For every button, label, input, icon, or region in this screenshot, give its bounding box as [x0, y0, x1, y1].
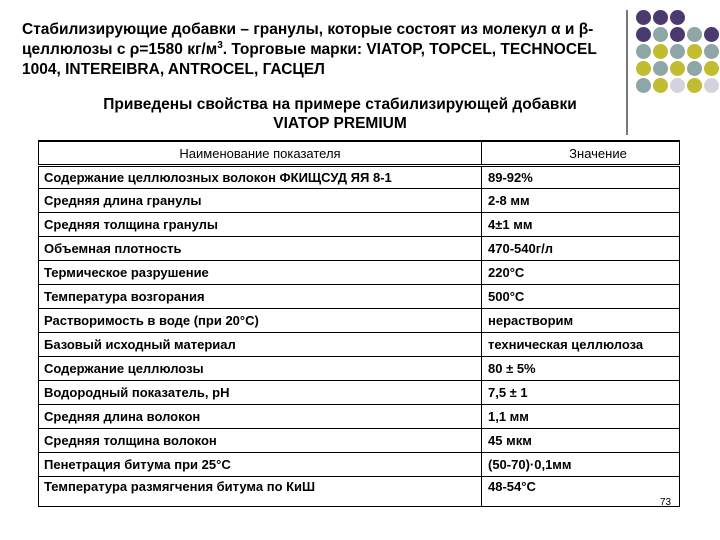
table-row — [39, 261, 680, 285]
value-cell: 1,1 мм — [482, 405, 680, 429]
decor-dot — [653, 44, 668, 59]
table-body — [39, 166, 680, 507]
decor-dot — [636, 44, 651, 59]
parameter-cell: Растворимость в воде (при 20°С) — [39, 309, 482, 333]
table-header-row — [39, 141, 680, 166]
decor-dot — [653, 27, 668, 42]
value-cell: 470-540г/л — [482, 237, 680, 261]
decor-dot — [670, 27, 685, 42]
title-text-after: . Торговые марки: VIATOP, TOPCEL, TECHNOCEL 1004, INTEREIBRA, ANTROCEL, ГАСЦЕЛ — [22, 41, 597, 78]
value-cell: 220°С — [482, 261, 680, 285]
decor-dot — [704, 27, 719, 42]
parameter-cell: Средняя длина гранулы — [39, 189, 482, 213]
table-row — [39, 429, 680, 453]
table-row — [39, 477, 680, 507]
value-cell: 80 ± 5% — [482, 357, 680, 381]
slide-title — [22, 20, 622, 80]
table-row — [39, 405, 680, 429]
properties-table — [38, 140, 680, 507]
page-number: 73 — [660, 497, 672, 508]
decor-dot — [653, 10, 668, 25]
subtitle-line-2: VIATOP PREMIUM — [273, 115, 407, 132]
table-row — [39, 237, 680, 261]
subtitle-line-1: Приведены свойства на примере стабилизирующей добавки — [103, 96, 577, 113]
table-row — [39, 166, 680, 189]
decor-dot — [704, 61, 719, 76]
value-cell: 2-8 мм — [482, 189, 680, 213]
table-row — [39, 189, 680, 213]
parameter-cell: Содержание целлюлозы — [39, 357, 482, 381]
table-row — [39, 285, 680, 309]
value-cell: (50-70)·0,1мм — [482, 453, 680, 477]
decor-dot — [687, 44, 702, 59]
decor-dot — [687, 27, 702, 42]
decor-dot — [636, 10, 651, 25]
table-row — [39, 381, 680, 405]
parameter-cell: Объемная плотность — [39, 237, 482, 261]
parameter-cell: Базовый исходный материал — [39, 333, 482, 357]
parameter-cell: Средняя толщина гранулы — [39, 213, 482, 237]
parameter-cell: Средняя длина волокон — [39, 405, 482, 429]
decor-divider-line — [626, 10, 628, 135]
decor-dot — [670, 44, 685, 59]
decor-dot — [636, 27, 651, 42]
parameter-cell: Пенетрация битума при 25°С — [39, 453, 482, 477]
value-cell: 89-92% — [482, 166, 680, 189]
value-cell: нерастворим — [482, 309, 680, 333]
header-parameter: Наименование показателя — [39, 141, 482, 166]
parameter-cell: Водородный показатель, рН — [39, 381, 482, 405]
value-cell: 4±1 мм — [482, 213, 680, 237]
parameter-cell: Температура размягчения битума по КиШ — [39, 477, 482, 507]
title-superscript: 3 — [217, 39, 223, 51]
value-cell: 48-54°С — [482, 477, 680, 507]
decor-dot — [636, 61, 651, 76]
decor-dot — [670, 78, 685, 93]
header-value: Значение — [482, 141, 680, 166]
parameter-cell: Температура возгорания — [39, 285, 482, 309]
parameter-cell: Средняя толщина волокон — [39, 429, 482, 453]
table-row — [39, 453, 680, 477]
parameter-cell: Содержание целлюлозных волокон ФКИЩСУД ЯЯ 8-1 — [39, 166, 482, 189]
value-cell: 500°С — [482, 285, 680, 309]
slide-subtitle — [40, 95, 640, 133]
table-row — [39, 213, 680, 237]
decor-dot — [687, 61, 702, 76]
decor-dot — [704, 44, 719, 59]
table-row — [39, 333, 680, 357]
decor-dot — [670, 10, 685, 25]
value-cell: техническая целлюлоза — [482, 333, 680, 357]
decor-dot — [704, 78, 719, 93]
table-row — [39, 357, 680, 381]
decor-dot — [636, 78, 651, 93]
value-cell: 7,5 ± 1 — [482, 381, 680, 405]
table-row — [39, 309, 680, 333]
decor-dot — [653, 61, 668, 76]
decor-dot — [670, 61, 685, 76]
value-cell: 45 мкм — [482, 429, 680, 453]
decor-dot — [653, 78, 668, 93]
title-text: Стабилизирующие добавки – гранулы, которые состоят из молекул α и β-целлюлозы с ρ=1580 кг/м — [22, 21, 594, 58]
parameter-cell: Термическое разрушение — [39, 261, 482, 285]
decor-dot — [687, 78, 702, 93]
